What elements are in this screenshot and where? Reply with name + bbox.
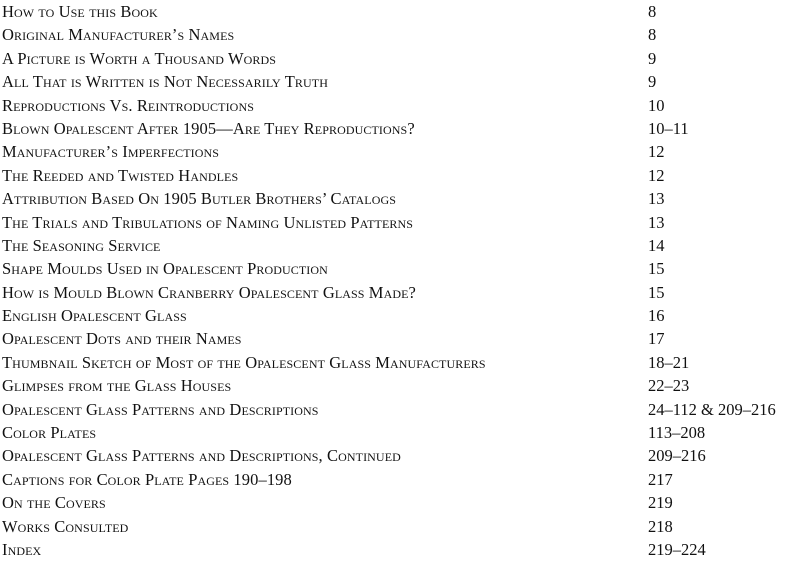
toc-entry-page: 13	[648, 189, 665, 209]
toc-entry-works-consulted	[0, 515, 800, 538]
toc-entry-page: 16	[648, 306, 665, 326]
toc-entry-title: Glimpses from the Glass Houses	[2, 376, 232, 396]
toc-entry-page: 15	[648, 282, 665, 302]
toc-entry-page: 14	[648, 235, 665, 255]
toc-entry-page: 218	[648, 516, 673, 536]
toc-entry-how-to-use	[0, 0, 800, 23]
toc-entry-page: 10–11	[648, 118, 689, 138]
toc-entry-title: Blown Opalescent After 1905—Are They Reproductions?	[2, 118, 415, 138]
toc-entry-picture-worth	[0, 47, 800, 70]
toc-entry-title: Original Manufacturer’s Names	[2, 25, 235, 45]
toc-entry-captions	[0, 468, 800, 491]
toc-entry-page: 219–224	[648, 539, 706, 559]
toc-entry-page: 209–216	[648, 446, 706, 466]
toc-entry-title: Index	[2, 539, 42, 559]
toc-entry-title: Opalescent Glass Patterns and Descriptions, Continued	[2, 446, 401, 466]
toc-entry-imperfections	[0, 140, 800, 163]
toc-entry-page: 8	[648, 25, 657, 45]
toc-entry-page: 219	[648, 493, 673, 513]
toc-entry-english	[0, 304, 800, 327]
toc-entry-index	[0, 538, 800, 561]
toc-entry-shape-moulds	[0, 257, 800, 280]
toc-entry-page: 17	[648, 329, 665, 349]
toc-entry-patterns-continued	[0, 444, 800, 467]
toc-entry-attribution	[0, 187, 800, 210]
toc-entry-thumbnail	[0, 351, 800, 374]
toc-entry-page: 12	[648, 142, 665, 162]
toc-entry-title: Color Plates	[2, 423, 97, 443]
toc-entry-trials	[0, 211, 800, 234]
toc-entry-title: All That is Written is Not Necessarily Truth	[2, 72, 328, 92]
toc-entry-title: Works Consulted	[2, 516, 129, 536]
toc-entry-page: 13	[648, 212, 665, 232]
toc-entry-page: 12	[648, 165, 665, 185]
toc-entry-title: Opalescent Glass Patterns and Descriptions	[2, 399, 319, 419]
toc-entry-color-plates	[0, 421, 800, 444]
toc-entry-page: 24–112 & 209–216	[648, 399, 776, 419]
toc-entry-handles	[0, 164, 800, 187]
toc-entry-manufacturer-names	[0, 23, 800, 46]
toc-entry-title: Reproductions Vs. Reintroductions	[2, 95, 254, 115]
toc-entry-not-truth	[0, 70, 800, 93]
toc-entry-reproductions	[0, 94, 800, 117]
toc-entry-title: The Reeded and Twisted Handles	[2, 165, 239, 185]
toc-entry-title: Opalescent Dots and their Names	[2, 329, 242, 349]
toc-entry-seasoning	[0, 234, 800, 257]
toc-entry-page: 9	[648, 48, 657, 68]
toc-entry-page: 8	[648, 2, 657, 21]
toc-entry-title: Shape Moulds Used in Opalescent Production	[2, 259, 328, 279]
toc-entry-title: On the Covers	[2, 493, 106, 513]
toc-entry-title: English Opalescent Glass	[2, 306, 187, 326]
toc-entry-dots	[0, 327, 800, 350]
toc-entry-page: 22–23	[648, 376, 690, 396]
toc-entry-page: 217	[648, 469, 673, 489]
toc-entry-title: How to Use this Book	[2, 2, 158, 21]
toc-entry-title: A Picture is Worth a Thousand Words	[2, 48, 277, 68]
toc-entry-page: 10	[648, 95, 665, 115]
toc-entry-title: The Trials and Tribulations of Naming Unlisted Patterns	[2, 212, 414, 232]
toc-entry-page: 9	[648, 72, 657, 92]
toc-entry-page: 15	[648, 259, 665, 279]
toc-entry-cranberry	[0, 281, 800, 304]
toc-entry-title: The Seasoning Service	[2, 235, 161, 255]
toc-entry-title: Attribution Based On 1905 Butler Brothers’ Catalogs	[2, 189, 397, 209]
toc-entry-title: Thumbnail Sketch of Most of the Opalescent Glass Manufacturers	[2, 352, 486, 372]
toc-entry-page: 113–208	[648, 423, 706, 443]
toc-entry-blown-opalescent	[0, 117, 800, 140]
toc-entry-page: 18–21	[648, 352, 690, 372]
toc-entry-title: Manufacturer’s Imperfections	[2, 142, 220, 162]
toc-entry-title: Captions for Color Plate Pages 190–198	[2, 469, 292, 489]
toc-entry-covers	[0, 491, 800, 514]
toc-entry-glimpses	[0, 374, 800, 397]
toc-entry-title: How is Mould Blown Cranberry Opalescent Glass Made?	[2, 282, 416, 302]
toc-entry-patterns	[0, 398, 800, 421]
